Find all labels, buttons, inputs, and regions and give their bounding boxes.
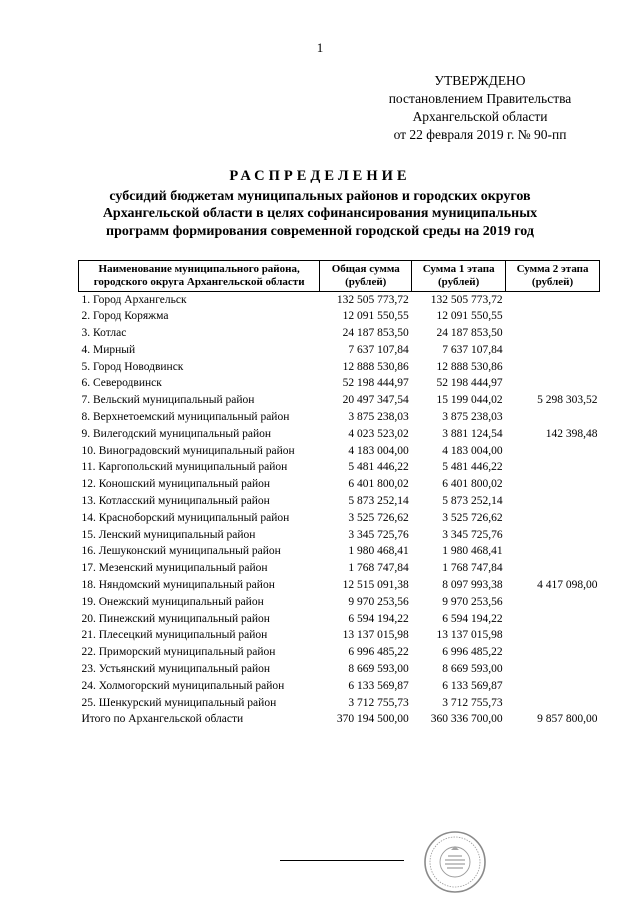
- row-stage2-cell: [506, 308, 600, 325]
- row-stage1-cell: 24 187 853,50: [436, 327, 503, 340]
- table-row: [79, 594, 600, 611]
- row-name-cell: 3. Котлас: [81, 327, 127, 340]
- row-stage2-cell: [506, 342, 600, 359]
- row-stage2-cell: [506, 527, 600, 544]
- approval-line-4: от 22 февраля 2019 г. № 90-пп: [393, 127, 567, 142]
- header-stage2: Сумма 2 этапа (рублей): [506, 261, 600, 292]
- row-name-cell: 15. Ленский муниципальный район: [81, 528, 256, 541]
- row-stage2-cell: [506, 678, 600, 695]
- row-stage1-cell: 3 525 726,62: [442, 511, 503, 524]
- approval-line-3: Архангельской области: [412, 109, 548, 124]
- row-name-cell: 12. Коношский муниципальный район: [81, 478, 271, 491]
- row-stage1-cell: 52 198 444,97: [436, 377, 503, 390]
- table-row: [79, 409, 600, 426]
- row-stage1-cell: 15 199 044,02: [436, 394, 503, 407]
- row-stage1-cell: 5 873 252,14: [442, 495, 503, 508]
- table-row: [79, 359, 600, 376]
- table-row: [79, 292, 600, 309]
- row-total-cell: 12 091 550,55: [342, 310, 409, 323]
- row-total-cell: 6 133 569,87: [348, 679, 409, 692]
- row-stage1-cell: 6 996 485,22: [442, 646, 503, 659]
- table-row: [79, 661, 600, 678]
- row-stage1-cell: 3 712 755,73: [442, 696, 503, 709]
- row-total-cell: 52 198 444,97: [342, 377, 409, 390]
- row-name-cell: 22. Приморский муниципальный район: [81, 646, 276, 659]
- title-main: РАСПРЕДЕЛЕНИЕ: [229, 168, 411, 184]
- row-stage2-cell: 142 398,48: [545, 427, 598, 440]
- table-row: [79, 611, 600, 628]
- table-row: [79, 426, 600, 443]
- row-stage1-cell: 4 183 004,00: [442, 444, 503, 457]
- row-stage1-cell: 3 345 725,76: [442, 528, 503, 541]
- row-name-cell: 6. Северодвинск: [81, 377, 162, 390]
- row-name-cell: 10. Виноградовский муниципальный район: [81, 444, 295, 457]
- row-stage2-cell: [506, 644, 600, 661]
- row-stage2-cell: [506, 627, 600, 644]
- row-total-cell: 1 980 468,41: [348, 545, 409, 558]
- signature-line: [280, 860, 404, 861]
- table-row: [79, 476, 600, 493]
- row-name-cell: 7. Вельский муниципальный район: [81, 394, 255, 407]
- table-body: [79, 292, 600, 729]
- row-stage2-cell: [506, 443, 600, 460]
- row-total-cell: 5 481 446,22: [348, 461, 409, 474]
- header-name: Наименование муниципального района, городского округа Архангельской области: [79, 261, 320, 292]
- table-row: [79, 644, 600, 661]
- row-name-cell: 25. Шенкурский муниципальный район: [81, 696, 277, 709]
- row-total-cell: 24 187 853,50: [342, 327, 409, 340]
- row-stage1-cell: 12 888 530,86: [436, 360, 503, 373]
- row-total-cell: 370 194 500,00: [336, 713, 409, 726]
- row-stage1-cell: 3 875 238,03: [442, 411, 503, 424]
- table-row: [79, 695, 600, 712]
- row-total-cell: 4 023 523,02: [348, 427, 409, 440]
- row-stage1-cell: 8 097 993,38: [442, 579, 503, 592]
- table-row: [79, 527, 600, 544]
- row-name-cell: 21. Плесецкий муниципальный район: [81, 629, 268, 642]
- distribution-table: [78, 260, 600, 728]
- table-row: [79, 443, 600, 460]
- title-subtitle: субсидий бюджетам муниципальных районов и городских округов Архангельской области в целях софинансирования муниципальных программ формирования современной городской среды на 2019 год: [102, 188, 538, 239]
- row-name-cell: 11. Каргопольский муниципальный район: [81, 461, 288, 474]
- table-row: [79, 375, 600, 392]
- row-total-cell: 6 996 485,22: [348, 646, 409, 659]
- row-stage2-cell: [506, 459, 600, 476]
- row-name-cell: 8. Верхнетоемский муниципальный район: [81, 411, 290, 424]
- table-row: [79, 392, 600, 409]
- row-stage2-cell: [506, 560, 600, 577]
- row-stage1-cell: 6 401 800,02: [442, 478, 503, 491]
- header-total: Общая сумма (рублей): [320, 261, 412, 292]
- table-row: [79, 678, 600, 695]
- row-name-cell: 9. Вилегодский муниципальный район: [81, 427, 272, 440]
- row-name-cell: 1. Город Архангельск: [81, 294, 187, 306]
- row-total-cell: 3 525 726,62: [348, 511, 409, 524]
- row-stage2-cell: [506, 661, 600, 678]
- row-stage1-cell: 13 137 015,98: [436, 629, 503, 642]
- table-row: [79, 308, 600, 325]
- table-row: [79, 543, 600, 560]
- table-row: [79, 459, 600, 476]
- row-total-cell: 3 345 725,76: [348, 528, 409, 541]
- row-total-cell: 3 712 755,73: [348, 696, 409, 709]
- row-stage2-cell: [506, 543, 600, 560]
- row-total-cell: 6 594 194,22: [348, 612, 409, 625]
- row-stage2-cell: [506, 409, 600, 426]
- row-total-cell: 20 497 347,54: [342, 394, 409, 407]
- row-name-cell: 18. Няндомский муниципальный район: [81, 579, 275, 592]
- row-name-cell: 4. Мирный: [81, 343, 136, 356]
- table-row: [79, 510, 600, 527]
- row-total-cell: 4 183 004,00: [348, 444, 409, 457]
- official-seal-icon: [423, 830, 487, 894]
- row-stage1-cell: 3 881 124,54: [442, 427, 503, 440]
- table-header-row: [79, 261, 600, 292]
- row-name-cell: 19. Онежский муниципальный район: [81, 595, 264, 608]
- row-name-cell: Итого по Архангельской области: [81, 713, 244, 726]
- row-name-cell: 13. Котласский муниципальный район: [81, 495, 270, 508]
- row-stage2-cell: [506, 493, 600, 510]
- row-total-cell: 8 669 593,00: [348, 663, 409, 676]
- row-stage1-cell: 6 594 194,22: [442, 612, 503, 625]
- row-stage2-cell: [506, 594, 600, 611]
- row-total-cell: 7 637 107,84: [348, 343, 409, 356]
- row-stage1-cell: 5 481 446,22: [442, 461, 503, 474]
- row-stage1-cell: 12 091 550,55: [436, 310, 503, 323]
- page-number: 1: [316, 40, 324, 55]
- row-stage2-cell: [506, 359, 600, 376]
- row-stage1-cell: 8 669 593,00: [442, 663, 503, 676]
- row-total-cell: 3 875 238,03: [348, 411, 409, 424]
- row-total-cell: 12 515 091,38: [342, 579, 409, 592]
- row-stage2-cell: [506, 325, 600, 342]
- table-row: [79, 342, 600, 359]
- header-stage1: Сумма 1 этапа (рублей): [412, 261, 506, 292]
- row-stage1-cell: 9 970 253,56: [442, 595, 503, 608]
- row-name-cell: 14. Красноборский муниципальный район: [81, 511, 290, 524]
- row-total-cell: 13 137 015,98: [342, 629, 409, 642]
- row-total-cell: 132 505 773,72: [336, 294, 409, 306]
- row-total-cell: 9 970 253,56: [348, 595, 409, 608]
- approval-stamp: [360, 72, 600, 144]
- row-name-cell: 17. Мезенский муниципальный район: [81, 562, 268, 575]
- row-stage1-cell: 360 336 700,00: [430, 713, 503, 726]
- row-total-cell: 5 873 252,14: [348, 495, 409, 508]
- row-name-cell: 5. Город Новодвинск: [81, 360, 184, 373]
- row-stage2-cell: [506, 611, 600, 628]
- row-stage2-cell: [506, 510, 600, 527]
- row-stage2-cell: 9 857 800,00: [537, 713, 598, 726]
- row-stage1-cell: 1 768 747,84: [442, 562, 503, 575]
- row-name-cell: 24. Холмогорский муниципальный район: [81, 679, 285, 692]
- table-row: [79, 627, 600, 644]
- row-stage2-cell: [506, 695, 600, 712]
- row-stage2-cell: [506, 292, 600, 309]
- table-row: [79, 711, 600, 728]
- row-total-cell: 1 768 747,84: [348, 562, 409, 575]
- row-stage2-cell: 5 298 303,52: [537, 394, 598, 407]
- table-row: [79, 577, 600, 594]
- row-stage1-cell: 7 637 107,84: [442, 343, 503, 356]
- row-name-cell: 16. Лешуконский муниципальный район: [81, 545, 281, 558]
- row-stage1-cell: 132 505 773,72: [430, 294, 503, 306]
- row-name-cell: 20. Пинежский муниципальный район: [81, 612, 270, 625]
- table-row: [79, 493, 600, 510]
- row-stage1-cell: 1 980 468,41: [442, 545, 503, 558]
- row-total-cell: 6 401 800,02: [348, 478, 409, 491]
- document-title: [60, 168, 580, 240]
- approval-line-2: постановлением Правительства: [388, 91, 572, 106]
- row-total-cell: 12 888 530,86: [342, 360, 409, 373]
- row-name-cell: 23. Устьянский муниципальный район: [81, 663, 271, 676]
- approval-line-1: УТВЕРЖДЕНО: [434, 73, 526, 88]
- row-stage2-cell: [506, 375, 600, 392]
- row-name-cell: 2. Город Коряжма: [81, 310, 169, 323]
- table-row: [79, 560, 600, 577]
- row-stage1-cell: 6 133 569,87: [442, 679, 503, 692]
- row-stage2-cell: [506, 476, 600, 493]
- row-stage2-cell: 4 417 098,00: [537, 579, 598, 592]
- table-row: [79, 325, 600, 342]
